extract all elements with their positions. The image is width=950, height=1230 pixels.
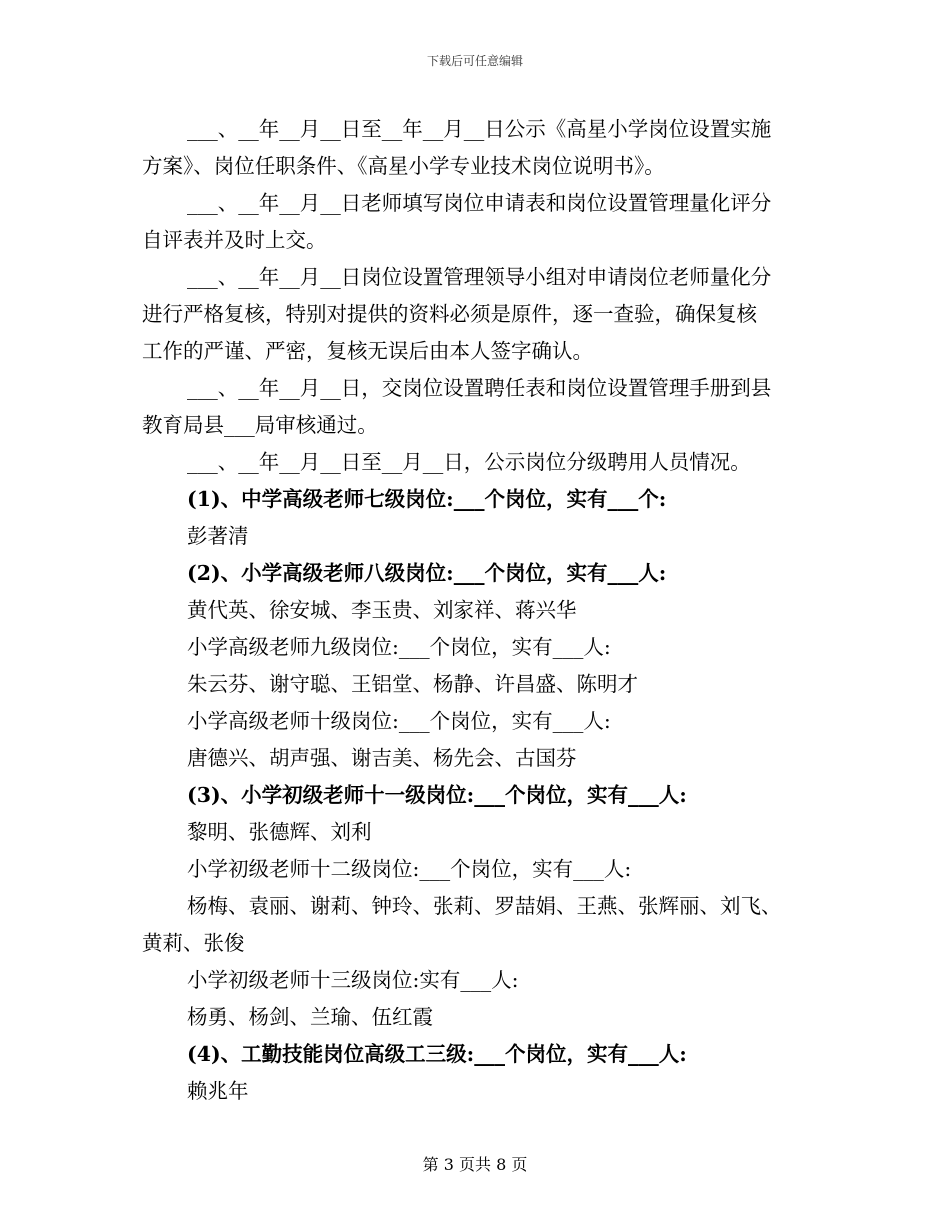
text-line: 小学初级老师十二级岗位:___个岗位，实有___人: <box>187 857 632 881</box>
text-line: 唐德兴、胡声强、谢吉美、杨先会、古国芬 <box>187 746 577 770</box>
page-footer: 第 3 页共 8 页 <box>422 1155 528 1174</box>
text-line: 赖兆年 <box>187 1079 249 1103</box>
text-line: ___、__年__月__日至__年__月__日公示《高星小学岗位设置实施 <box>187 117 772 141</box>
page-header: 下载后可任意编辑 <box>426 54 523 68</box>
text-line: 工作的严谨、严密，复核无误后由本人签字确认。 <box>142 339 593 363</box>
text-line: 黄莉、张俊 <box>142 931 245 955</box>
text-line: ___、__年__月__日，交岗位设置聘任表和岗位设置管理手册到县 <box>187 376 772 400</box>
text-line: 教育局县___局审核通过。 <box>142 413 378 437</box>
text-line: (4)、工勤技能岗位高级工三级:___个岗位，实有___人: <box>187 1042 687 1066</box>
text-line: 小学初级老师十三级岗位:实有___人: <box>187 968 519 992</box>
text-line: 自评表并及时上交。 <box>142 228 327 252</box>
text-line: (1)、中学高级老师七级岗位:___个岗位，实有___个: <box>187 487 667 511</box>
text-line: 朱云芬、谢守聪、王铝堂、杨静、许昌盛、陈明才 <box>187 672 638 696</box>
text-line: 黎明、张德辉、刘利 <box>187 820 372 844</box>
text-line: ___、__年__月__日至__月__日，公示岗位分级聘用人员情况。 <box>187 450 751 474</box>
text-line: (3)、小学初级老师十一级岗位:___个岗位，实有___人: <box>187 783 687 807</box>
text-line: 方案》、岗位任职条件、《高星小学专业技术岗位说明书》。 <box>142 154 665 178</box>
document-body <box>142 111 812 1110</box>
text-line: (2)、小学高级老师八级岗位:___个岗位，实有___人: <box>187 561 667 585</box>
text-line: ___、__年__月__日岗位设置管理领导小组对申请岗位老师量化分 <box>187 265 772 289</box>
text-line: ___、__年__月__日老师填写岗位申请表和岗位设置管理量化评分 <box>187 191 772 215</box>
text-line: 杨勇、杨剑、兰瑜、伍红霞 <box>187 1005 433 1029</box>
text-line: 小学高级老师九级岗位:___个岗位，实有___人: <box>187 635 611 659</box>
text-line: 彭著清 <box>187 524 249 548</box>
text-line: 小学高级老师十级岗位:___个岗位，实有___人: <box>187 709 611 733</box>
text-line: 进行严格复核，特别对提供的资料必须是原件，逐一查验，确保复核 <box>142 302 757 326</box>
text-line: 黄代英、徐安城、李玉贵、刘家祥、蒋兴华 <box>187 598 577 622</box>
text-line: 杨梅、袁丽、谢莉、钟玲、张莉、罗喆娟、王燕、张辉丽、刘飞、 <box>187 894 782 918</box>
